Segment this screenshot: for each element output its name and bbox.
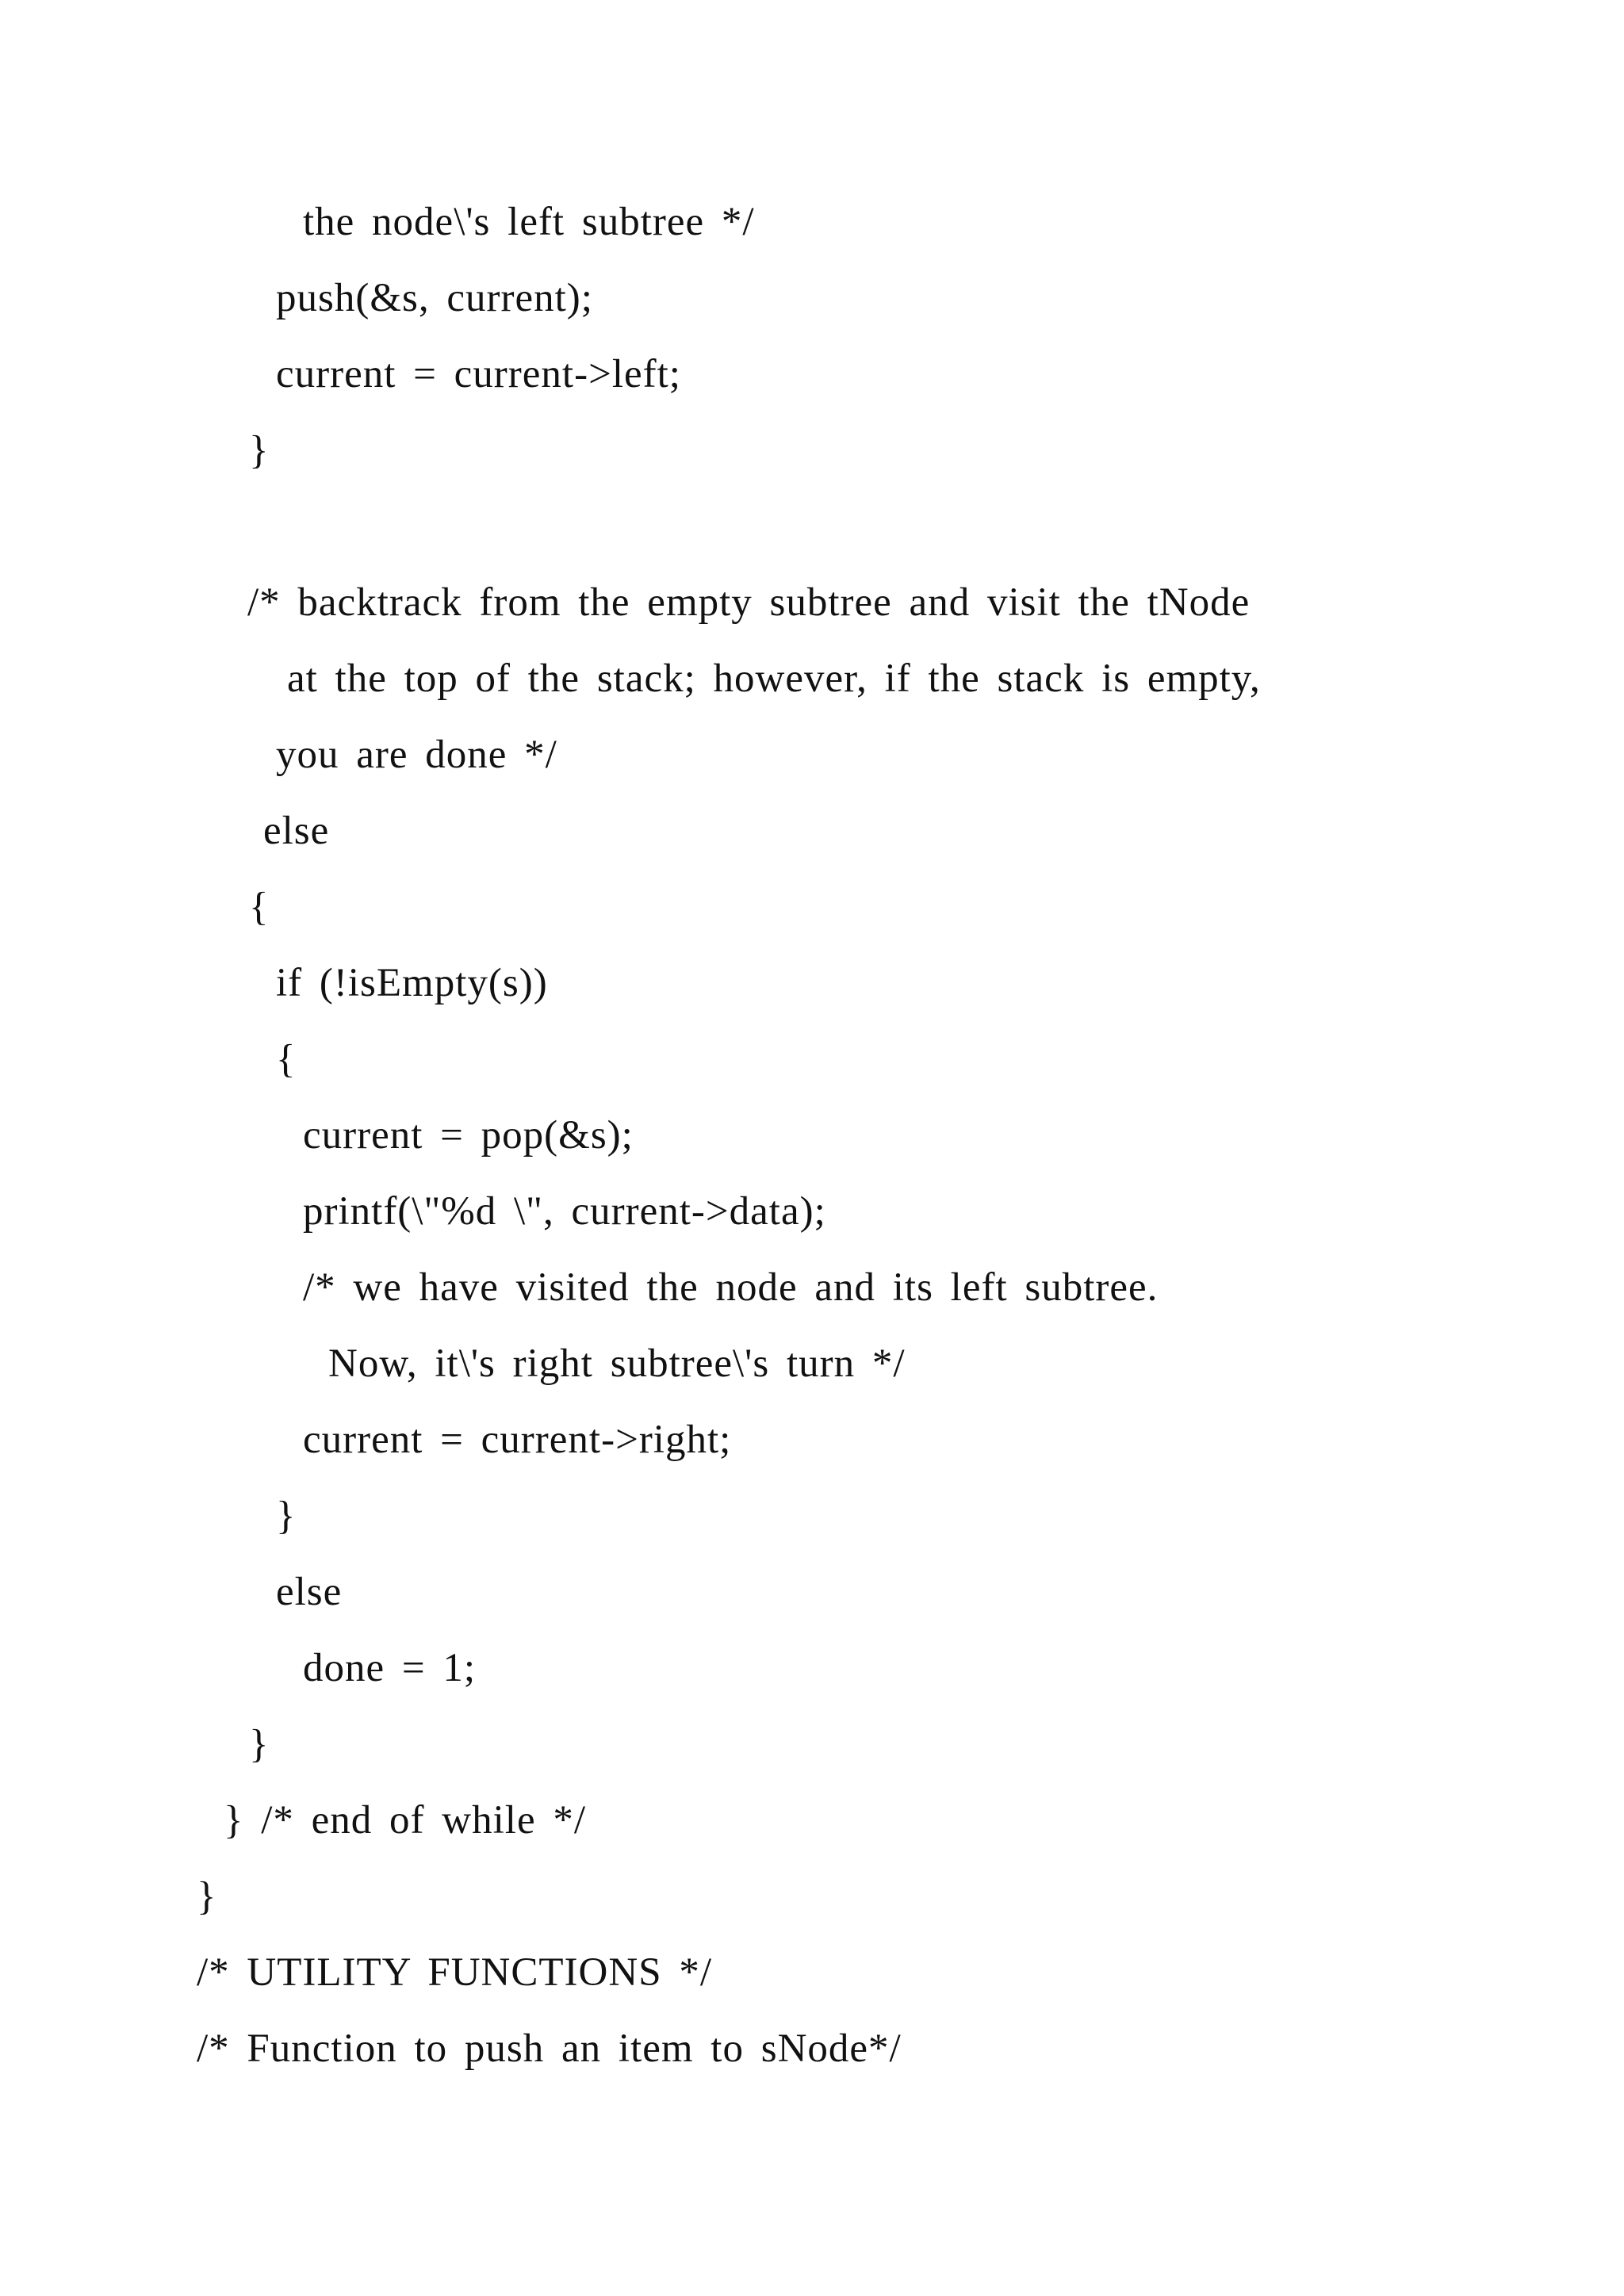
code-line-7: you are done */ bbox=[276, 733, 557, 777]
code-line-15: Now, it\'s right subtree\'s turn */ bbox=[328, 1341, 906, 1386]
code-line-17: } bbox=[276, 1494, 297, 1538]
code-line-5: /* backtrack from the empty subtree and visit the tNode bbox=[247, 580, 1251, 625]
code-line-20: } bbox=[249, 1722, 270, 1766]
code-line-18: else bbox=[276, 1570, 343, 1614]
code-line-13: printf(\"%d \", current->data); bbox=[303, 1189, 826, 1234]
code-line-2: push(&s, current); bbox=[276, 276, 593, 320]
code-line-21: } /* end of while */ bbox=[224, 1798, 586, 1843]
code-line-9: { bbox=[249, 885, 270, 929]
code-line-3: current = current->left; bbox=[276, 352, 681, 396]
code-line-24: /* Function to push an item to sNode*/ bbox=[197, 2026, 902, 2071]
code-line-14: /* we have visited the node and its left subtree. bbox=[303, 1265, 1159, 1310]
code-line-10: if (!isEmpty(s)) bbox=[276, 961, 548, 1005]
code-line-19: done = 1; bbox=[303, 1646, 477, 1690]
code-line-1: the node\'s left subtree */ bbox=[303, 200, 755, 244]
code-line-12: current = pop(&s); bbox=[303, 1113, 634, 1158]
code-line-4: } bbox=[249, 428, 270, 473]
code-line-6: at the top of the stack; however, if the stack is empty, bbox=[287, 656, 1261, 701]
code-line-16: current = current->right; bbox=[303, 1418, 732, 1462]
code-line-11: { bbox=[276, 1037, 297, 1081]
code-line-8: else bbox=[263, 809, 330, 853]
code-line-22: } bbox=[197, 1874, 217, 1919]
code-line-23: /* UTILITY FUNCTIONS */ bbox=[197, 1950, 712, 1995]
